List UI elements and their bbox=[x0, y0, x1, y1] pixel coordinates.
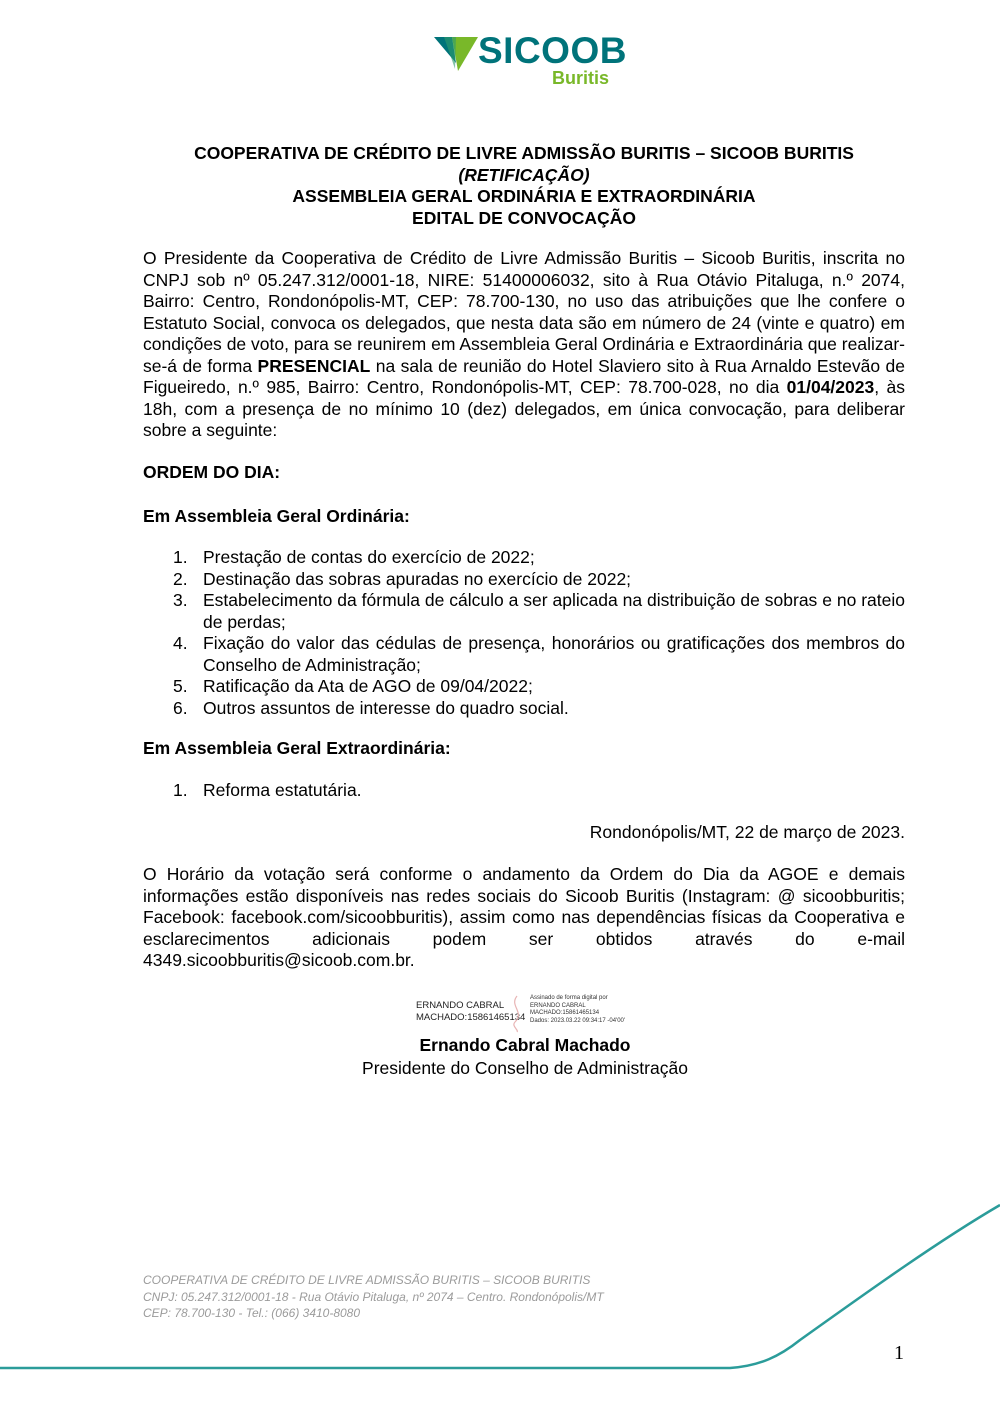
signature-left-line2: MACHADO:15861465134 bbox=[416, 1012, 526, 1023]
signature-right-line1: Assinado de forma digital por bbox=[530, 995, 608, 1001]
list-item-text: Ratificação da Ata de AGO de 09/04/2022; bbox=[203, 676, 533, 696]
heading-retification: (RETIFICAÇÃO) bbox=[458, 164, 590, 185]
list-item-text: Reforma estatutária. bbox=[203, 780, 362, 800]
heading-assembly: ASSEMBLEIA GERAL ORDINÁRIA E EXTRAORDINÁRIA bbox=[292, 186, 756, 206]
ago-title: Em Assembleia Geral Ordinária: bbox=[143, 506, 410, 526]
list-item-text: Fixação do valor das cédulas de presença, honorários ou gratificações dos membros do Conselho de Administração; bbox=[203, 633, 905, 675]
list-item-text: Estabelecimento da fórmula de cálculo a ser aplicada na distribuição de sobras e no rateio de perdas; bbox=[203, 590, 905, 632]
intro-part3: , às 18h, com a presença de no mínimo 10 (dez) delegados, em única convocação, para deliberar sobre a seguinte: bbox=[143, 377, 905, 440]
heading-edital: EDITAL DE CONVOCAÇÃO bbox=[412, 207, 636, 228]
intro-presencial: PRESENCIAL bbox=[257, 355, 371, 376]
closing-paragraph: O Horário da votação será conforme o andamento da Ordem do Dia da AGOE e demais informações estão disponíveis nas redes sociais do Sicoob Buritis (Instagram: @ sicoobburitis; Facebook: facebook.com/sicoobburitis), assim como nas dependências físicas da Cooperativa e esclarecimentos adicionais podem ser obtidos através do e-mail 4349.sicoobburitis@sicoob.com.br. bbox=[143, 864, 905, 970]
footer-address bbox=[143, 1272, 604, 1322]
signature-right-line4: Dados: 2023.03.22 09:34:17 -04'00' bbox=[530, 1017, 626, 1024]
signature-left-line1: ERNANDO CABRAL bbox=[416, 1000, 505, 1011]
list-item-number: 2. bbox=[173, 568, 188, 589]
date-line: Rondonópolis/MT, 22 de março de 2023. bbox=[589, 822, 905, 842]
list-item-number: 3. bbox=[173, 590, 188, 610]
signature-right-line3: MACHADO:15861465134 bbox=[530, 1010, 600, 1016]
footer-line2: CNPJ: 05.247.312/0001-18 - Rua Otávio Pitaluga, nº 2074 – Centro. Rondonópolis/MT bbox=[143, 1289, 604, 1304]
intro-date: 01/04/2023 bbox=[786, 377, 875, 397]
intro-part1: O Presidente da Cooperativa de Crédito de Livre Admissão Buritis – Sicoob Buritis, inscrita no CNPJ sob nº 05.247.312/0001-18, NIRE: 51400006032, sito à Rua Otávio Pitaluga, n.º 2074, Bairro: Centro, Rondonópolis-MT, CEP: 78.700-130, no uso das atribuições que lhe confere o Estatuto Social, convoca os delegados, que nesta data são em número de 24 (vinte e quatro) em condições de voto, para se reunirem em Assembleia Geral Ordinária e Extraordinária que realizar-se-á de forma bbox=[143, 248, 905, 376]
list-item-number: 5. bbox=[173, 676, 188, 696]
intro-part2: na sala de reunião do Hotel Slaviero sito à Rua Arnaldo Estevão de Figueiredo, n.º 985, Bairro: Centro, Rondonópolis-MT, CEP: 78.700-028, no dia bbox=[143, 355, 905, 397]
footer-line1: COOPERATIVA DE CRÉDITO DE LIVRE ADMISSÃO BURITIS – SICOOB BURITIS bbox=[143, 1273, 591, 1287]
signer-name: Ernando Cabral Machado bbox=[419, 1035, 631, 1055]
list-item-number: 1. bbox=[173, 780, 188, 800]
logo-name: SICOOB bbox=[478, 30, 627, 71]
list-item-number: 6. bbox=[173, 697, 188, 718]
list-item-number: 4. bbox=[173, 633, 188, 653]
logo-subtitle: Buritis bbox=[552, 68, 610, 88]
list-item-text: Prestação de contas do exercício de 2022; bbox=[203, 547, 535, 567]
age-title: Em Assembleia Geral Extraordinária: bbox=[143, 738, 451, 758]
footer-line3: CEP: 78.700-130 - Tel.: (066) 3410-8080 bbox=[143, 1306, 361, 1320]
page-number: 1 bbox=[894, 1342, 904, 1364]
heading-cooperative: COOPERATIVA DE CRÉDITO DE LIVRE ADMISSÃO BURITIS – SICOOB BURITIS bbox=[194, 143, 854, 163]
list-item-text: Outros assuntos de interesse do quadro social. bbox=[203, 697, 569, 718]
signer-role: Presidente do Conselho de Administração bbox=[362, 1058, 688, 1078]
list-item-number: 1. bbox=[173, 547, 188, 567]
signature-right-line2: ERNANDO CABRAL bbox=[530, 1002, 586, 1009]
list-item-text: Destinação das sobras apuradas no exercício de 2022; bbox=[203, 568, 632, 589]
agenda-title: ORDEM DO DIA: bbox=[143, 462, 281, 482]
